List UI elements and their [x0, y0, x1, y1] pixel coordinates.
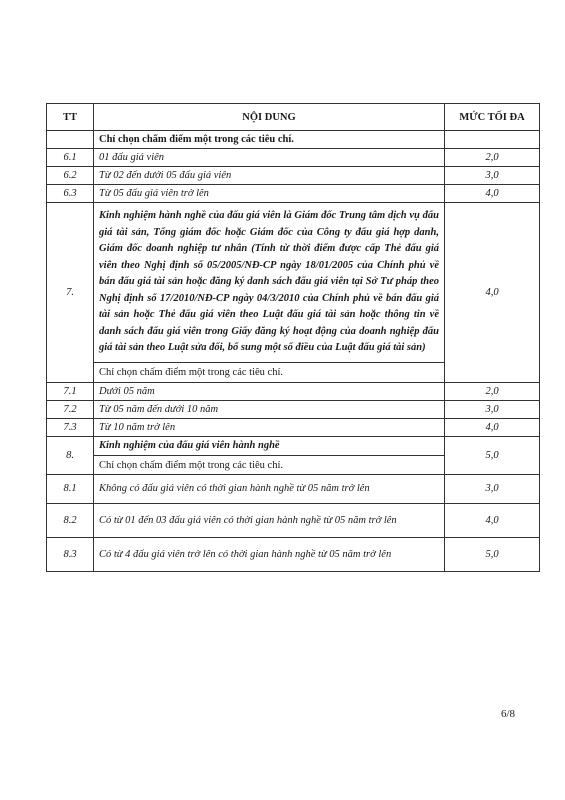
row-tt: 7.3 — [47, 418, 94, 436]
row-tt: 7.2 — [47, 400, 94, 418]
row-max-score: 5,0 — [445, 537, 540, 571]
table-row — [47, 436, 540, 474]
header-max-score: MỨC TỐI ĐA — [445, 104, 540, 131]
table-row — [47, 537, 540, 571]
table-header-row — [47, 104, 540, 131]
row-content: Từ 05 đấu giá viên trở lên — [94, 185, 445, 203]
row-content: Kinh nghiệm của đấu giá viên hành nghề — [99, 439, 280, 451]
row-tt: 6.1 — [47, 149, 94, 167]
row-tt: 8.1 — [47, 474, 94, 503]
table-row — [47, 474, 540, 503]
row-max-score: 3,0 — [445, 167, 540, 185]
header-content: NỘI DUNG — [94, 104, 445, 131]
row-tt: 8.2 — [47, 503, 94, 537]
row-max-score: 5,0 — [445, 436, 540, 474]
row-content: 01 đấu giá viên — [94, 149, 445, 167]
table-row — [47, 418, 540, 436]
row-content: Có từ 4 đấu giá viên trở lên có thời gian hành nghề từ 05 năm trở lên — [94, 537, 445, 571]
row-content-cell — [94, 436, 445, 474]
row-tt: 7.1 — [47, 382, 94, 400]
row-content: Từ 02 đến dưới 05 đấu giá viên — [94, 167, 445, 185]
row-max-score: 4,0 — [445, 503, 540, 537]
row-tt: 6.2 — [47, 167, 94, 185]
page-number: 6/8 — [500, 708, 515, 720]
table-row — [47, 203, 540, 383]
row-content: Chỉ chọn chấm điểm một trong các tiêu chí. — [94, 131, 445, 149]
row-content-cell — [94, 203, 445, 383]
table-row — [47, 400, 540, 418]
row-tt: 6.3 — [47, 185, 94, 203]
row-tt: 8. — [47, 436, 94, 474]
table-row — [47, 503, 540, 537]
row-max-score: 2,0 — [445, 149, 540, 167]
row-content: Dưới 05 năm — [94, 382, 445, 400]
row-max-score: 2,0 — [445, 382, 540, 400]
row-content: Không có đấu giá viên có thời gian hành nghề từ 05 năm trở lên — [94, 474, 445, 503]
row-tt: 7. — [47, 203, 94, 383]
table-row — [47, 167, 540, 185]
row-content: Có từ 01 đến 03 đấu giá viên có thời gian hành nghề từ 05 năm trở lên — [94, 503, 445, 537]
row-max-score: 4,0 — [445, 418, 540, 436]
row-max-score: 3,0 — [445, 400, 540, 418]
row-content: Kinh nghiệm hành nghề của đấu giá viên là Giám đốc Trung tâm dịch vụ đấu giá tài sản, Tổng giám đốc hoặc Giám đốc của Công ty đấu giá hợp danh, Giám đốc doanh nghiệp tư nhân (Tính từ thời điểm được cấp Thẻ đấu giá viên theo Nghị định số 05/2005/NĐ-CP ngày 18/01/2005 của Chính phủ về bán đấu giá tài sản hoặc đăng ký danh sách đấu giá viên tại Sở Tư pháp theo Nghị định số 17/2010/NĐ-CP ngày 04/3/2010 của Chính phủ về bán đấu giá tài sản hoặc Thẻ đấu giá viên theo Luật đấu giá tài sản hoặc thông tin về danh sách đấu giá viên trong Giấy đăng ký hoạt động của doanh nghiệp đấu giá tài sản theo Luật sửa đổi, bổ sung một số điều của Luật đấu giá tài sản) — [99, 210, 439, 353]
row-content: Từ 05 năm đến dưới 10 năm — [94, 400, 445, 418]
row-note: Chỉ chọn chấm điểm một trong các tiêu chí. — [94, 455, 444, 473]
row-max-score — [445, 131, 540, 149]
row-tt: 8.3 — [47, 537, 94, 571]
scoring-table — [46, 103, 540, 572]
row-max-score: 4,0 — [445, 203, 540, 383]
row-content: Từ 10 năm trở lên — [94, 418, 445, 436]
row-max-score: 4,0 — [445, 185, 540, 203]
table-row — [47, 382, 540, 400]
row-tt — [47, 131, 94, 149]
header-tt: TT — [47, 104, 94, 131]
table-row — [47, 149, 540, 167]
row-note: Chỉ chọn chấm điểm một trong các tiêu chí. — [94, 362, 444, 380]
row-max-score: 3,0 — [445, 474, 540, 503]
table-row — [47, 131, 540, 149]
table-row — [47, 185, 540, 203]
